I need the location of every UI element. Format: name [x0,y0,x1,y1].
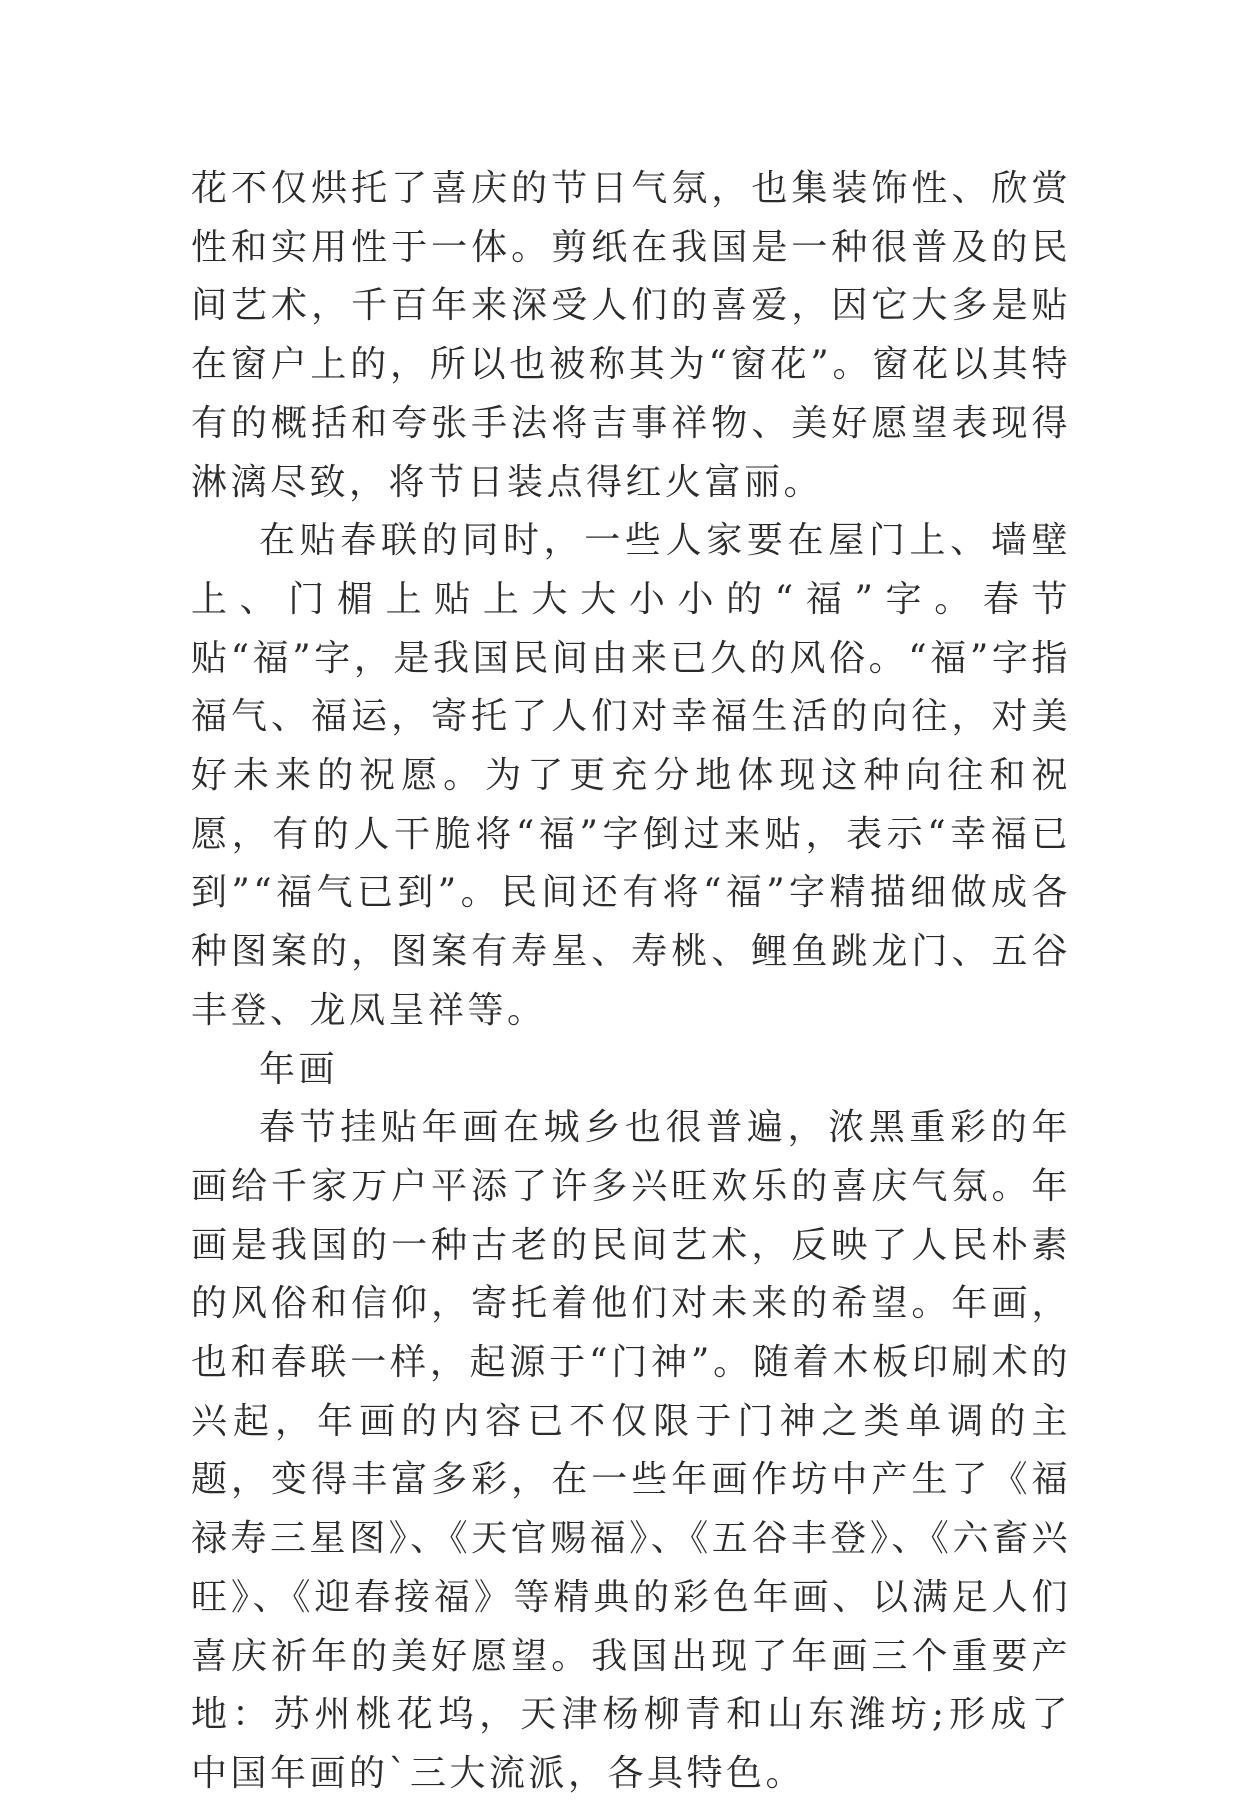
paragraph-window-flowers: 花不仅烘托了喜庆的节日气氛，也集装饰性、欣赏性和实用性于一体。剪纸在我国是一种很普及的民间艺术，千百年来深受人们的喜爱，因它大多是贴在窗户上的，所以也被称其为“窗花”。窗花以其特有的概括和夸张手法将吉事祥物、美好愿望表现得淋漓尽致，将节日装点得红火富丽。 [191,168,1071,503]
paragraph-new-year-pictures: 春节挂贴年画在城乡也很普遍，浓黑重彩的年画给千家万户平添了许多兴旺欢乐的喜庆气氛。年画是我国的一种古老的民间艺术，反映了人民朴素的风俗和信仰，寄托着他们对未来的希望。年画，也和春联一样，起源于“门神”。随着木板印刷术的兴起，年画的内容已不仅限于门神之类单调的主题，变得丰富多彩，在一些年画作坊中产生了《福禄寿三星图》、《天官赐福》、《五谷丰登》、《六畜兴旺》、《迎春接福》等精典的彩色年画、以满足人们喜庆祈年的美好愿望。我国出现了年画三个重要产地：苏州桃花坞，天津杨柳青和山东潍坊;形成了中国年画的`三大流派，各具特色。 [191,1107,1071,1794]
section-heading-nianhua: 年画 [259,1048,339,1090]
document-body [191,160,1071,1804]
paragraph-fu-character: 在贴春联的同时，一些人家要在屋门上、墙壁上、门楣上贴上大大小小的“福”字。春节贴“福”字，是我国民间由来已久的风俗。“福”字指福气、福运，寄托了人们对幸福生活的向往，对美好未来的祝愿。为了更充分地体现这种向往和祝愿，有的人干脆将“福”字倒过来贴，表示“幸福已到”“福气已到”。民间还有将“福”字精描细做成各种图案的，图案有寿星、寿桃、鲤鱼跳龙门、五谷丰登、龙凤呈祥等。 [191,520,1071,1031]
